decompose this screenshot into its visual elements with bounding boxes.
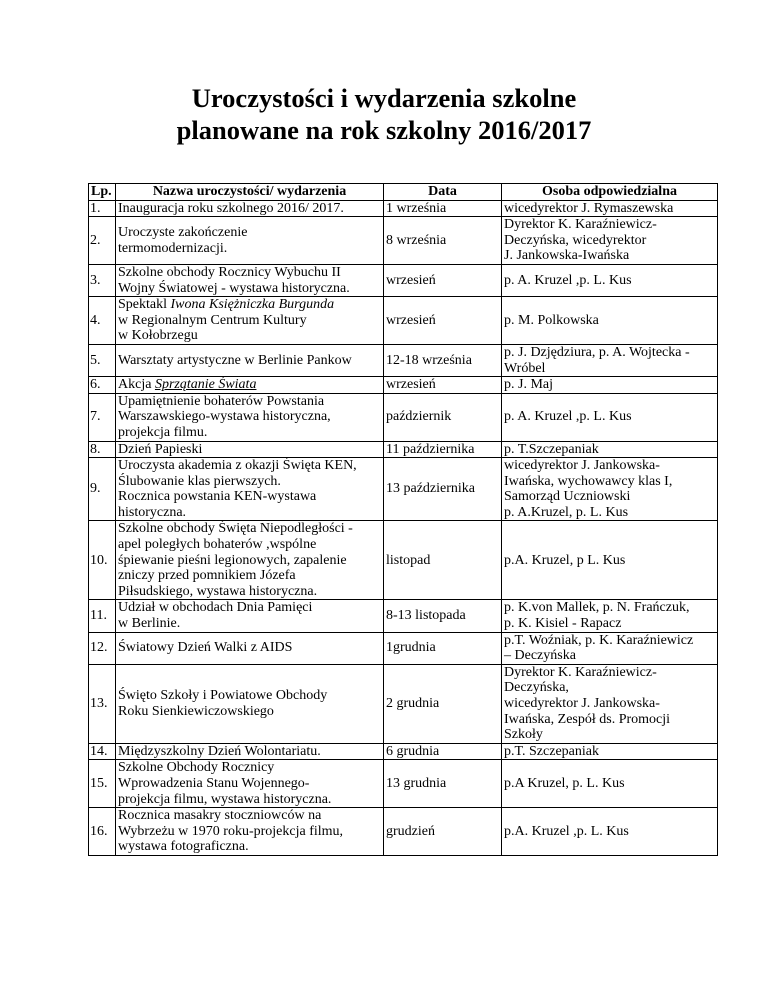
date-line: wrzesień bbox=[386, 272, 436, 288]
event-name-line: Szkolne Obchody Rocznicy bbox=[118, 760, 275, 776]
cell-event-name bbox=[116, 217, 384, 265]
cell-event-name bbox=[116, 393, 384, 441]
cell-lp: 9. bbox=[89, 458, 116, 521]
event-name-prefix: Spektakl bbox=[118, 297, 171, 313]
cell-lp: 12. bbox=[89, 632, 116, 664]
person-line: p. A. Kruzel ,p. L. Kus bbox=[504, 272, 632, 288]
title-line-1: Uroczystości i wydarzenia szkolne bbox=[191, 83, 577, 113]
person-line: p. J. Dzjędziura, p. A. Wojtecka - bbox=[504, 344, 690, 360]
table-row bbox=[89, 344, 718, 376]
table-row bbox=[89, 200, 718, 217]
table-row bbox=[89, 521, 718, 600]
cell-responsible-person bbox=[502, 200, 718, 217]
event-name-line: apel poległych bohaterów ,wspólne bbox=[118, 537, 317, 553]
cell-responsible-person bbox=[502, 393, 718, 441]
cell-lp: 16. bbox=[89, 808, 116, 856]
cell-event-name bbox=[116, 344, 384, 376]
cell-responsible-person bbox=[502, 377, 718, 394]
cell-responsible-person bbox=[502, 760, 718, 808]
cell-date bbox=[384, 297, 502, 345]
date-line: 1grudnia bbox=[386, 640, 436, 656]
cell-date bbox=[384, 377, 502, 394]
table-row bbox=[89, 377, 718, 394]
date-line: 11 października bbox=[386, 441, 475, 457]
person-line: wicedyrektor J. Jankowska- bbox=[504, 696, 660, 711]
event-name-line: w Berlinie. bbox=[118, 616, 181, 632]
cell-lp: 10. bbox=[89, 521, 116, 600]
person-line: p.A Kruzel, p. L. Kus bbox=[504, 775, 625, 791]
table-row bbox=[89, 217, 718, 265]
cell-responsible-person bbox=[502, 521, 718, 600]
date-line: 2 grudnia bbox=[386, 696, 440, 711]
event-name-line: Warszawskiego-wystawa historyczna, bbox=[118, 409, 331, 425]
table-body bbox=[89, 200, 718, 855]
cell-lp: 7. bbox=[89, 393, 116, 441]
table-row bbox=[89, 808, 718, 856]
cell-date bbox=[384, 264, 502, 296]
cell-date bbox=[384, 344, 502, 376]
cell-date bbox=[384, 632, 502, 664]
cell-date bbox=[384, 217, 502, 265]
cell-lp: 3. bbox=[89, 264, 116, 296]
event-name-line: w Regionalnym Centrum Kultury bbox=[118, 312, 307, 328]
table-row bbox=[89, 664, 718, 743]
cell-lp: 11. bbox=[89, 600, 116, 632]
event-name-line: Święto Szkoły i Powiatowe Obchody bbox=[118, 688, 328, 704]
cell-responsible-person bbox=[502, 217, 718, 265]
date-line: wrzesień bbox=[386, 312, 436, 328]
person-line: p. K. Kisiel - Rapacz bbox=[504, 616, 622, 632]
cell-responsible-person bbox=[502, 264, 718, 296]
events-table bbox=[88, 183, 718, 856]
event-name-line: Upamiętnienie bohaterów Powstania bbox=[118, 393, 325, 409]
person-line: Deczyńska, wicedyrektor bbox=[504, 232, 647, 248]
person-line: Dyrektor K. Karaźniewicz- bbox=[504, 217, 657, 233]
person-line: Iwańska, Zespół ds. Promocji bbox=[504, 711, 671, 727]
event-name-line: termomodernizacji. bbox=[118, 240, 228, 256]
person-line: p.A. Kruzel, p L. Kus bbox=[504, 552, 626, 568]
cell-lp: 2. bbox=[89, 217, 116, 265]
date-line: 12-18 września bbox=[386, 352, 472, 368]
cell-event-name bbox=[116, 441, 384, 458]
table-row bbox=[89, 760, 718, 808]
cell-event-name bbox=[116, 664, 384, 743]
event-name-line: Wojny Światowej - wystawa historyczna. bbox=[118, 280, 350, 296]
event-name-italic: Iwona Księżniczka Burgunda bbox=[170, 297, 335, 313]
event-name-line: Szkolne obchody Święta Niepodległości - bbox=[118, 521, 353, 537]
events-table-wrapper bbox=[88, 183, 717, 856]
date-line: 6 grudnia bbox=[386, 743, 440, 759]
event-name-line bbox=[118, 377, 381, 393]
cell-date bbox=[384, 441, 502, 458]
cell-responsible-person bbox=[502, 664, 718, 743]
event-name-line: Uroczysta akademia z okazji Święta KEN, bbox=[118, 458, 357, 474]
event-name-prefix: Akcja bbox=[118, 377, 155, 393]
cell-lp: 1. bbox=[89, 200, 116, 217]
cell-event-name bbox=[116, 297, 384, 345]
cell-responsible-person bbox=[502, 743, 718, 760]
cell-responsible-person bbox=[502, 441, 718, 458]
cell-date bbox=[384, 808, 502, 856]
cell-responsible-person bbox=[502, 600, 718, 632]
header-lp: Lp. bbox=[89, 184, 116, 201]
header-date: Data bbox=[384, 184, 502, 201]
cell-event-name bbox=[116, 458, 384, 521]
date-line: październik bbox=[386, 409, 452, 425]
event-name-line: w Kołobrzegu bbox=[118, 328, 198, 344]
cell-date bbox=[384, 458, 502, 521]
date-line: 1 września bbox=[386, 200, 447, 216]
event-name-line: śpiewanie pieśni legionowych, zapalenie bbox=[118, 552, 347, 568]
date-line: 13 grudnia bbox=[386, 775, 447, 791]
person-line: p.T. Szczepaniak bbox=[504, 743, 599, 759]
person-line: J. Jankowska-Iwańska bbox=[504, 248, 630, 264]
person-line: Samorząd Uczniowski bbox=[504, 489, 631, 505]
event-name-line: Szkolne obchody Rocznicy Wybuchu II bbox=[118, 264, 341, 280]
event-name-line: Uroczyste zakończenie bbox=[118, 224, 248, 240]
cell-event-name bbox=[116, 600, 384, 632]
cell-lp: 14. bbox=[89, 743, 116, 760]
cell-date bbox=[384, 200, 502, 217]
table-header-row bbox=[89, 184, 718, 201]
page-title bbox=[0, 82, 768, 146]
person-line: p. A.Kruzel, p. L. Kus bbox=[504, 504, 629, 520]
date-line: grudzień bbox=[386, 823, 435, 839]
title-line-2: planowane na rok szkolny 2016/2017 bbox=[176, 115, 592, 145]
event-name-italic: Sprzątanie Świata bbox=[154, 377, 257, 393]
table-row bbox=[89, 441, 718, 458]
event-name-line: Udział w obchodach Dnia Pamięci bbox=[118, 600, 313, 616]
date-line: 8 września bbox=[386, 232, 447, 248]
header-name: Nazwa uroczystości/ wydarzenia bbox=[116, 184, 384, 201]
person-line: p. M. Polkowska bbox=[504, 312, 599, 328]
date-line: wrzesień bbox=[386, 377, 436, 393]
date-line: 8-13 listopada bbox=[386, 608, 466, 624]
table-row bbox=[89, 458, 718, 521]
event-name-line: Rocznica masakry stoczniowców na bbox=[118, 808, 322, 824]
cell-responsible-person bbox=[502, 632, 718, 664]
person-line: wicedyrektor J. Jankowska- bbox=[504, 458, 660, 474]
person-line: p.T. Woźniak, p. K. Karaźniewicz bbox=[504, 632, 694, 648]
person-line: p.A. Kruzel ,p. L. Kus bbox=[504, 823, 629, 839]
event-name-line: Piłsudskiego, wystawa historyczna. bbox=[118, 583, 318, 599]
table-row bbox=[89, 743, 718, 760]
person-line: Szkoły bbox=[504, 727, 543, 743]
cell-date bbox=[384, 760, 502, 808]
cell-event-name bbox=[116, 264, 384, 296]
event-name-line: Roku Sienkiewiczowskiego bbox=[118, 703, 274, 719]
cell-lp: 4. bbox=[89, 297, 116, 345]
person-line: wicedyrektor J. Rymaszewska bbox=[504, 200, 674, 216]
event-name-line: projekcja filmu. bbox=[118, 424, 208, 440]
date-line: 13 października bbox=[386, 481, 476, 497]
cell-lp: 5. bbox=[89, 344, 116, 376]
cell-responsible-person bbox=[502, 808, 718, 856]
cell-lp: 6. bbox=[89, 377, 116, 394]
event-name-line: Inauguracja roku szkolnego 2016/ 2017. bbox=[118, 200, 344, 216]
person-line: p. A. Kruzel ,p. L. Kus bbox=[504, 409, 632, 425]
event-name-line: wystawa fotograficzna. bbox=[118, 839, 249, 855]
cell-event-name bbox=[116, 760, 384, 808]
date-line: listopad bbox=[386, 552, 431, 568]
person-line: p. T.Szczepaniak bbox=[504, 441, 599, 457]
cell-event-name bbox=[116, 200, 384, 217]
cell-lp: 8. bbox=[89, 441, 116, 458]
event-name-line: Wprowadzenia Stanu Wojennego- bbox=[118, 775, 310, 791]
table-row bbox=[89, 393, 718, 441]
cell-date bbox=[384, 664, 502, 743]
event-name-line: Ślubowanie klas pierwszych. bbox=[118, 473, 281, 489]
person-line: p. K.von Mallek, p. N. Frańczuk, bbox=[504, 600, 690, 616]
cell-date bbox=[384, 743, 502, 760]
cell-event-name bbox=[116, 377, 384, 394]
event-name-line: Dzień Papieski bbox=[118, 441, 203, 457]
person-line: Wróbel bbox=[504, 360, 546, 376]
event-name-line: Wybrzeżu w 1970 roku-projekcja filmu, bbox=[118, 823, 344, 839]
cell-event-name bbox=[116, 743, 384, 760]
person-line: Deczyńska, bbox=[504, 680, 569, 696]
table-row bbox=[89, 297, 718, 345]
cell-event-name bbox=[116, 632, 384, 664]
cell-event-name bbox=[116, 808, 384, 856]
table-row bbox=[89, 600, 718, 632]
person-line: Dyrektor K. Karaźniewicz- bbox=[504, 664, 657, 680]
event-name-line: Rocznica powstania KEN-wystawa bbox=[118, 489, 317, 505]
table-row bbox=[89, 264, 718, 296]
cell-date bbox=[384, 600, 502, 632]
event-name-line: projekcja filmu, wystawa historyczna. bbox=[118, 791, 332, 807]
person-line: Iwańska, wychowawcy klas I, bbox=[504, 473, 673, 489]
table-row bbox=[89, 632, 718, 664]
cell-responsible-person bbox=[502, 458, 718, 521]
header-person: Osoba odpowiedzialna bbox=[502, 184, 718, 201]
cell-date bbox=[384, 521, 502, 600]
person-line: p. J. Maj bbox=[504, 377, 553, 393]
event-name-line: Warsztaty artystyczne w Berlinie Pankow bbox=[118, 352, 352, 368]
cell-event-name bbox=[116, 521, 384, 600]
person-line: – Deczyńska bbox=[504, 648, 576, 664]
cell-lp: 13. bbox=[89, 664, 116, 743]
cell-responsible-person bbox=[502, 297, 718, 345]
cell-responsible-person bbox=[502, 344, 718, 376]
cell-lp: 15. bbox=[89, 760, 116, 808]
event-name-line: zniczy przed pomnikiem Józefa bbox=[118, 568, 296, 584]
event-name-line bbox=[118, 297, 381, 313]
cell-date bbox=[384, 393, 502, 441]
event-name-line: Międzyszkolny Dzień Wolontariatu. bbox=[118, 743, 321, 759]
event-name-line: Światowy Dzień Walki z AIDS bbox=[118, 640, 293, 656]
event-name-line: historyczna. bbox=[118, 504, 187, 520]
